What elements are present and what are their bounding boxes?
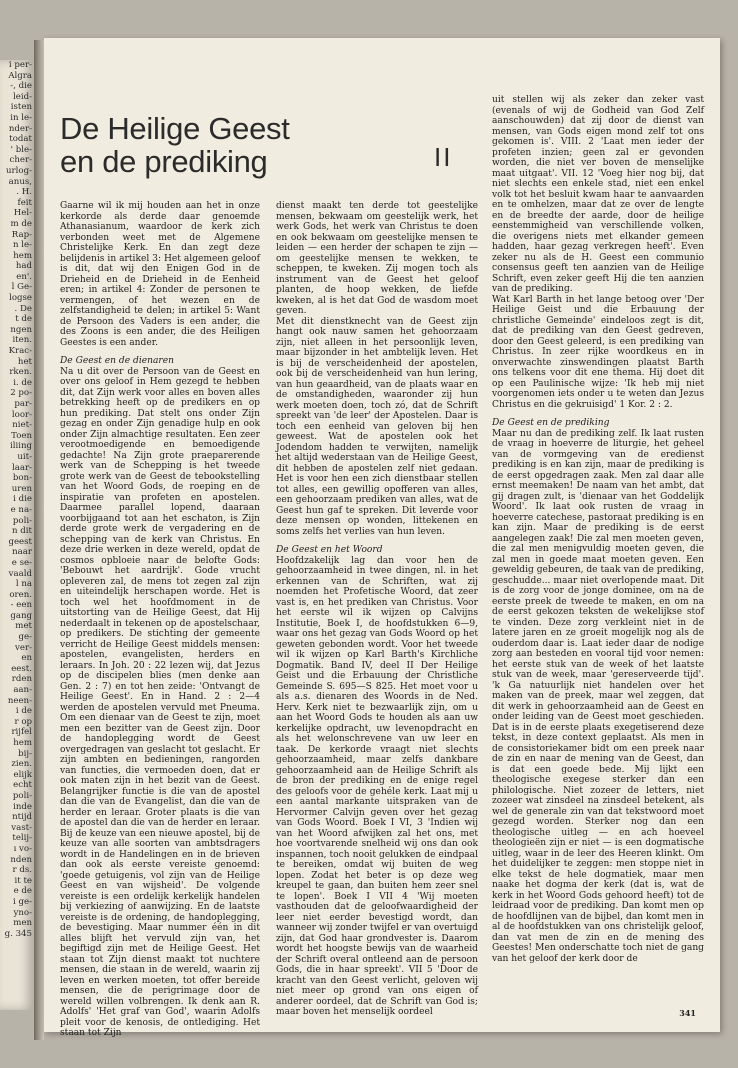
previous-page-line: oren.	[9, 589, 32, 600]
previous-page-line: hem	[13, 250, 32, 261]
previous-page-line: isten	[10, 102, 32, 113]
previous-page-line: leid-	[13, 91, 32, 102]
previous-page-line: hem	[13, 738, 32, 748]
paragraph: Met dit dienstknecht van de Geest zijn hangt ook nauw samen het gehoorzaam zijn, niet alleen in het persoonlijk leven, maar bijzonder in het ambtelijk leven. Het is bij de verscheidenheid der apostelen, ook bij de verscheidenheid van hun lering, van hun geaardheid, van de plaats waar en de omstandigheden, waaronder zij hun werk moeten doen, toch zó, dat de Schrift spreekt van 'de leer' der Apostelen. Daar is toch een eenheid van geloven bij hen geweest. Wat de apostelen ook het Jodendom hadden te verwijten, namelijk het altijd wederstaan van de Heilige Geest, dit hebben de apostelen zelf niet gedaan. Het is voor hen een zich dienstbaar stellen tot alles, een gewillig opofferen van alles, een gehoorzaam prediken van alles, wat de Geest hun gaf te spreken. Dit leverde voor deze mensen op wonden, littekenen en soms zelfs het verlies van hun leven.	[276, 316, 478, 537]
previous-page-line: i per-	[8, 60, 32, 70]
previous-page-line: -, die	[10, 81, 32, 92]
part-number: II	[434, 142, 453, 172]
previous-page-line: in le-	[10, 112, 32, 123]
previous-page-line: nder-	[8, 123, 32, 134]
previous-page-line: rijfel	[11, 727, 32, 738]
page-number: 341	[679, 1008, 696, 1018]
previous-page-line: e de	[13, 886, 32, 897]
previous-page-line: i ge-	[13, 896, 32, 907]
previous-page-line: met	[15, 621, 32, 632]
previous-page-line: l Ge-	[11, 282, 32, 293]
previous-page-line: poli-	[12, 515, 32, 526]
previous-page-line: rden	[11, 674, 32, 685]
title-line-2: en de prediking	[60, 144, 268, 179]
paragraph: Gaarne wil ik mij houden aan het in onze kerkorde als derde daar genoemde Athanasianum, waardoor de kerk zich verbonden weet met de Algemene Christelijke Kerk. En dan zegt deze belijdenis in artikel 3: Het algemeen geloof is dit, dat wij den Enigen God in de Drieheid en de Drieheid in de Eenheid eren; in artikel 4: Zonder de personen te vermengen, of het wezen en de zelfstandigheid te delen; in artikel 5: Want de Persoon des Vaders is een ander, die des Zoons is een ander, die des Heiligen Geestes is een ander.	[60, 201, 260, 348]
previous-page-line: iten.	[12, 335, 32, 346]
previous-page-line: vast-	[11, 822, 32, 833]
previous-page-line: neen-	[7, 695, 32, 706]
title-line-1: De Heilige Geest	[60, 111, 290, 146]
previous-page-line: uren	[11, 483, 32, 494]
previous-page-line: 2 po-	[10, 388, 32, 399]
previous-page-line: men	[13, 918, 32, 929]
previous-page-line: Rap-	[11, 229, 32, 240]
previous-page-line: en'.	[16, 271, 32, 282]
paragraph: Maar nu dan de prediking zelf. Ik laat rusten de vraag in hoeverre de liturgie, het geheel van de vormgeving van de eredienst prediking is en kan zijn, maar de prediking is de eerst opgedragen zaak. Men zal daar alle ernst meemaken! De naam van het ambt, dat gij dragen zult, is 'dienaar van het Goddelijk Woord'. Ik laat ook rusten de vraag in hoeverre catechese, pastoraat prediking is en kan zijn. Maar de prediking is de eerst aangelegen zaak! Die zal men moeten geven, die zal men menigvuldig moeten geven, die zal men in goede maat moeten geven. Een geweldig gebeuren, de taak van de prediking, geschudde... maar niet overlopende maat. Dit is de zorg voor de jonge dominee, om na de eerste preek de tweede te maken, en om na de eerst gekozen teksten de wekelijkse stof te vinden. Deze zorg verkleint niet in de latere jaren en ze groeit mogelijk nog als de ouderdom daar is. Laat ieder daar de nodige zorg aan besteden en vooral tijd voor nemen: het eerste stuk van de week of het laatste stuk van de week, maar 'gereserveerde tijd'. 'k Ga natuurlijk niet handelen over het maken van de preek, maar wel zeggen, dat dit werk in gehoorzaamheid aan de Geest en onder leiding van de Geest moet geschieden. Dat is in de eerste plaats exegetiserend deze tekst, in deze context geplaatst. Als men in de consistoriekamer bidt om een preek naar de zin en naar de mening van de Geest, dan is dat een goede bede. Mij lijkt een theologische exegese sterker dan een philologische. Niet zozeer de letters, niet zozeer wat zinsdeel na zinsdeel betekent, als wel de generale zin van dat tekstwoord moet gezegd worden. Sterker nog dan een theologische uitleg — en ach hoeveel theologieën zijn er niet — is een dogmatische uitleg, waar in de leer des Heeren klinkt. Om het duidelijker te zeggen: men stoppe niet in elke tekst de hele dogmatiek, maar men naake het dogma der kerk (dat is, wat de kerk in het Woord Gods gehoord heeft) tot de leidraad voor de prediking. Dan komt men op de hoofdlijnen van de bijbel, dan komt men in al de hoofdstukken van ons christelijk geloof, dan vat men de zin en de mening des Geestes! Men onderschatte toch niet de gang van het geloof der kerk door de	[492, 428, 705, 964]
section-heading: De Geest en de dienaren	[60, 356, 175, 366]
previous-page-line: eest.	[11, 663, 32, 674]
previous-page-line: cher-	[9, 155, 32, 166]
previous-page-line: yno-	[13, 907, 32, 918]
previous-page-line: zien.	[11, 759, 32, 770]
previous-page-line: vaald	[8, 568, 32, 579]
previous-page-line: m de	[10, 218, 32, 229]
paragraph: Wat Karl Barth in het lange betoog over 'Der Heilige Geist und die Erbauung der christliche Gemeinde' eindeloos zegt is dit, dat de prediking van den Geest gedreven, door den Geest geleerd, is een prediking van Christus. In zeer rijke woordkeus en in onverwachte zinswendingen plaatst Barth ons telkens voor dit ene thema. Hij doet dit op een Paulinische wijze: 'Ik heb mij niet voorgenomen iets onder u te weten dan Jezus Christus en die gekruisigd' 1 Kor. 2 : 2.	[492, 294, 704, 410]
previous-page-line: rken.	[9, 367, 32, 378]
previous-page-line: iliing	[9, 441, 32, 452]
previous-page-line: n le-	[12, 240, 32, 251]
previous-page-line: l na	[15, 579, 32, 590]
previous-page-line: . H.	[16, 187, 32, 198]
previous-page-line: ver-	[15, 642, 32, 653]
previous-page-line: Krac-	[8, 346, 32, 357]
previous-page-line: inde	[13, 801, 32, 812]
previous-page-line: par-	[14, 399, 32, 409]
previous-page-line: bon-	[12, 473, 32, 484]
previous-page-line: urlog-	[6, 165, 32, 176]
paragraph: Hoofdzakelijk lag dan voor hen de gehoorzaamheid in twee dingen, nl. in het erkennen van de Schriften, wat zij noemden het Profetische Woord, dat zeer vast is, en het prediken van Christus. Voor het eerste wil ik wijzen op Calvijns Institutie, Boek I, de hoofdstukken 6—9, waar ons het gezag van Gods Woord op het geweten gebonden wordt. Voor het tweede wil ik wijzen op Karl Barth's Kirchliche Dogmatik. Band IV, deel II Der Heilige Geist und die Erbauung der Christliche Gemeinde S. 695—S 825. Het moet voor u als a.s. dienaren des Woords in de Ned. Herv. Kerk niet te bezwaarlijk zijn, om u aan het Woord Gods te houden als aan uw kerkelijke opdracht, uw levenopdracht en als het welonschrevene van uw leer en taak. De kerkorde vraagt niet slechts gehoorzaamheid, maar zelfs dankbare gehoorzaamheid aan de Heilige Schrift als de bron der prediking en de enige regel des geloofs voor de gehéle kerk. Laat mij u een aantal markante uitspraken van de Hervormer Calvijn geven over het gezag van Gods Woord. Boek I VI, 3 'Indien wij van het Woord afwijken zal het ons, met hoe voortvarende snelheid wij ons dan ook inspannen, toch nooit gelukken de eindpaal te bereiken, omdat wij buiten de weg lopen. Zodat het beter is op deze weg kreupel te gaan, dan buiten hem zeer snel te lopen'. Boek I VII 4 'Wij moeten vasthouden dat de geloofwaardigheid der leer niet eerder bevestigd wordt, dan wanneer wij zonder twijfel er van overtuigd zijn, dat God haar grondvester is. Daarom wordt het hoogste bewijs van de waarheid der Schrift overal ontleend aan de persoon Gods, die in haar spreekt'. VII 5 'Door de kracht van den Geest verlicht, geloven wij niet meer op grond van ons eigen of anderer oordeel, dat de Schrift van God is; maar boven het menselijk oordeel	[276, 555, 478, 1017]
previous-page-line: ngen	[10, 324, 32, 335]
previous-page-line: nden	[10, 854, 32, 865]
previous-page-line: t de	[15, 314, 32, 325]
previous-page-line: ' ble-	[10, 144, 32, 155]
previous-page-line: laar-	[11, 462, 32, 473]
previous-page-line: i de	[15, 706, 32, 717]
paragraph: Na u dit over de Persoon van de Geest en over ons geloof in Hem gezegd te hebben dit, dat Zijn werk voor alles en boven alles betrekking heeft op de predikers en op hun prediking. Dat stelt ons onder Zijn gezag en onder Zijn genadige hulp en ook onder Zijn almachtige resultaten. Een zeer verootmoedigende en bemoedigende gedachte! Na Zijn grote praeparerende werk van de Schepping is het tweede grote werk van de Geest de tebookstelling van het Woord Gods, de roeping en de inspiratie van profeten en apostelen. Daarmee parallel lopend, daaraan voorbijgaand tot aan het eschaton, is Zijn derde grote werk de vergadering en de schepping van de kerk van Christus. En deze drie werken in deze wereld, opdat de cosmos opbloeie naar de belofte Gods: 'Bebouwt het aardrijk'. Gode vrucht opleveren zal, de mens tot zegen zal zijn en uiteindelijk herschapen worde. Het is toch wel het hoofdmoment in de uitstorting van de Heilige Geest, dat Hij nederdaalt in tekenen op de apostelschaar, op predikers. De stichting der gemeente verricht de Heilige Geest middels mensen: apostelen, evangelisten, herders en leraars. In Joh. 20 : 22 lezen wij, dat Jezus op de discipelen blies (men denke aan Gen. 2 : 7) en tot hen zeide: 'Ontvangt de Heilige Geest'. En in Hand. 2 : 2—4 werden de apostelen vervuld met Pneuma. Om een dienaar van de Geest te zijn, moet men een bezitter van de Geest zijn. Door de handoplegging wordt de Geest overgedragen van geslacht tot geslacht. Er zijn ambten en bedieningen, rangorden van functies, die vermoeden doen, dat er ook maten zijn in het bezit van de Geest. Belangrijker functie is die van de apostel dan die van de Evangelist, dan die van de herder en leraar. Groter plaats is die van de apostel dan die van de herder en leraar. Bij de keuze van een nieuwe apostel, bij de keuze van alle soorten van ambtsdragers wordt in de Handelingen en in de brieven dan ook als eerste vereiste genoemd: 'goede getuigenis, vol zijn van de Heilige Geest en van wijsheid'. De volgende vereiste is een ordelijk kerkelijk handelen bij verkiezing of aanwijzing. En de laatste vereiste is de ordening, de handoplegging, de bevestiging. Maar nummer één in dit alles blijft het vervuld zijn van, het begiftigd zijn met de Heilige Geest. Het staan tot Zijn dienst maakt tot nuchtere mensen, die staan in de wereld, waarin zij leven en werken moeten, tot offer bereide mensen, die de perigrimage door de wereld willen volbrengen. Ik denk aan R. Adolfs' 'Het graf van God', waarin Adolfs pleit voor de kenosis, de ontlediging. Het staan tot Zijn	[60, 366, 260, 1038]
previous-page-line: had	[15, 261, 32, 272]
previous-page-line: Hel-	[13, 208, 32, 219]
section-heading: De Geest en het Woord	[276, 545, 383, 555]
section-heading: De Geest en de prediking	[492, 418, 610, 428]
previous-page-line: Toen	[11, 430, 32, 441]
previous-page-line: logse	[9, 293, 32, 304]
previous-page-line: i die	[13, 494, 32, 505]
previous-page-line: it te	[14, 875, 32, 886]
previous-page-line: ı vo-	[13, 843, 32, 854]
previous-page-line: het	[17, 356, 32, 367]
previous-page-line: en	[21, 653, 32, 664]
previous-page-line: . De	[14, 303, 32, 314]
previous-page-line: niet-	[12, 420, 32, 431]
article-title	[60, 112, 290, 178]
previous-page-line: naar	[12, 547, 32, 558]
text-column-2	[276, 201, 478, 1017]
previous-page-line: geest	[8, 536, 32, 547]
previous-page-line: - een	[10, 600, 32, 611]
previous-page-line: aan-	[13, 685, 32, 696]
previous-page-line: poli-	[12, 790, 32, 801]
previous-page-line: feit	[17, 197, 32, 208]
previous-page-line: i. de	[13, 377, 32, 388]
previous-page-line: echt	[13, 780, 32, 791]
text-column-1	[60, 201, 260, 1038]
previous-page-line: ntijd	[12, 812, 32, 823]
paragraph: dienst maakt ten derde tot geestelijke mensen, bekwaam om geestelijk werk, het werk Gods, het werk van Christus te doen en ook bekwaam om geestelijke mensen te leiden — een herder der schapen te zijn — om geestelijke mensen te wekken, te scheppen, te kweken. Zij mogen toch als instrument van de Geest het geloof planten, de hoop wekken, de liefde kweken, al is het dat God de wasdom moet geven.	[276, 201, 478, 316]
previous-page-line: gang	[10, 610, 32, 621]
book-gutter	[34, 40, 44, 1040]
magazine-page	[44, 38, 720, 1038]
previous-page-line: uit-	[17, 451, 32, 462]
paragraph: uit stellen wij als zeker dan zeker vast (evenals of wij de Godheid van God Zelf aanschouwden) dat zij door de dienst van mensen, van Gods eigen mond zelf tot ons gekomen is'. VIII. 2 'Laat men ieder der profeten inzien; geen zal er gevonden worden, die niet ver boven de menselijke maat uitgaat'. VII. 12 'Voeg hier nog bij, dat niet slechts een enkele stad, niet een enkel volk tot het besluit kwam haar te aanvaarden en te omhelzen, maar dat ze over de lengte en de breedte der aarde, door de heilige eenstemmigheid van verschillende volken, die overigens niets met elkander gemeen hadden, haar gezag verkregen heeft'. Even zeker nu als de H. Geest een communio consensus geeft ten aanzien van de Heilige Schrift, even zeker geeft Hij die ten aanzien van de prediking.	[492, 95, 704, 294]
previous-page-line: e se-	[11, 557, 32, 568]
previous-page-line: ge-	[18, 632, 32, 643]
previous-page-line: e na-	[10, 504, 32, 515]
text-column-3	[492, 95, 704, 1011]
previous-page-line: elijk	[13, 769, 32, 780]
previous-page-line: n dit	[12, 526, 32, 537]
previous-page-line: todat	[9, 134, 32, 145]
previous-page-line: r op	[14, 716, 32, 727]
previous-page-line: anus,	[8, 176, 32, 187]
previous-page-line: telij-	[12, 833, 32, 844]
previous-page-line: g. 345	[4, 928, 32, 939]
previous-page-line: Algra	[8, 70, 32, 81]
previous-page-line: r ds.	[12, 865, 32, 876]
previous-page-edge	[0, 60, 34, 1010]
previous-page-line: bij-	[18, 748, 32, 759]
previous-page-line: loor-	[11, 409, 32, 420]
